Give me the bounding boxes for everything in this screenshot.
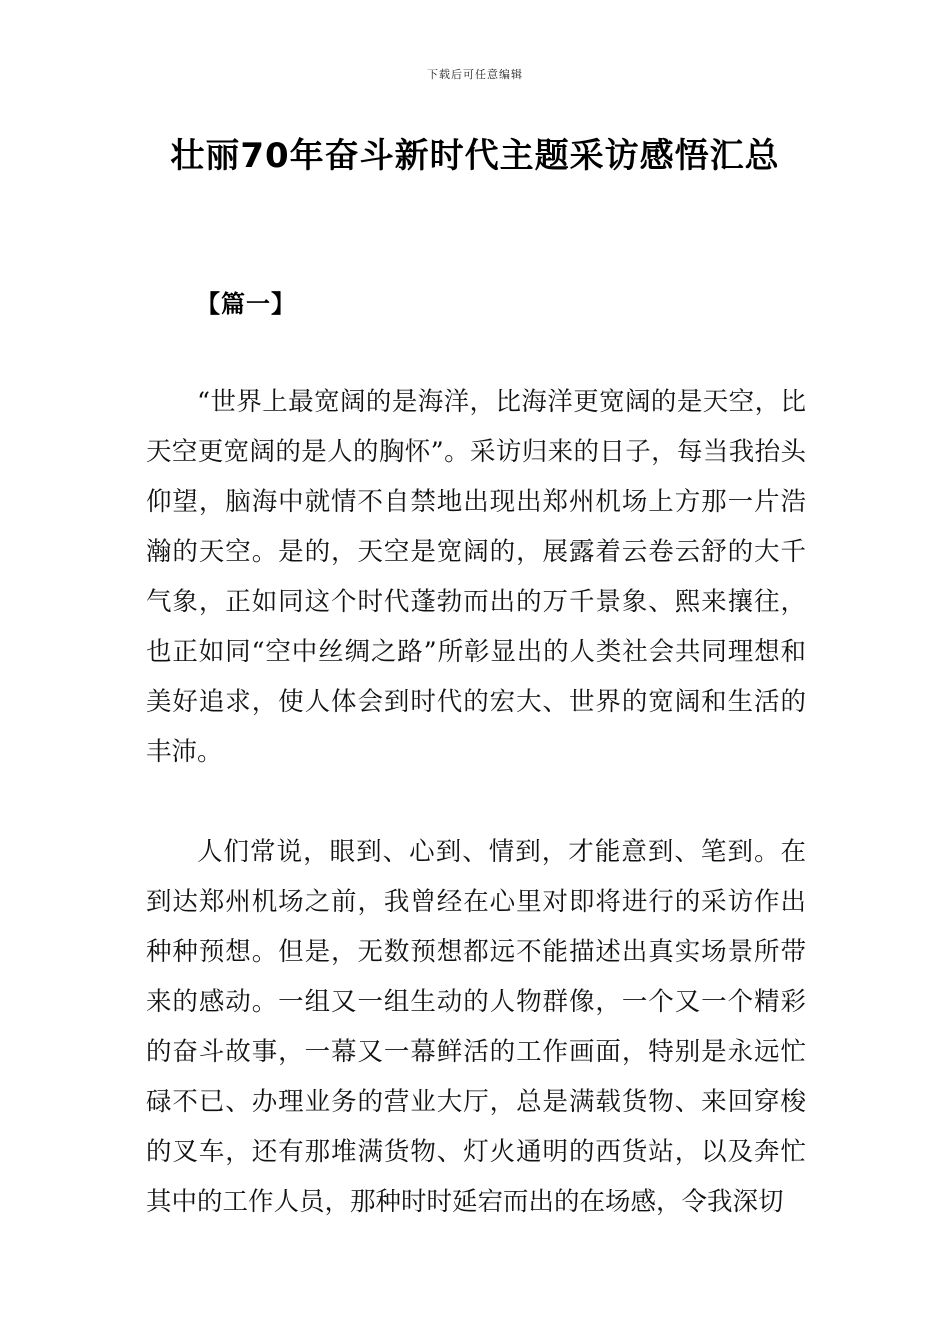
paragraph: 人们常说，眼到、心到、情到，才能意到、笔到。在到达郑州机场之前，我曾经在心里对即将进行的采访作出种种预想。但是，无数预想都远不能描述出真实场景所带来的感动。一组又一组生动的人物群像，一个又一个精彩的奋斗故事，一幕又一幕鲜活的工作画面，特别是永远忙碌不已、办理业务的营业大厅，总是满载货物、来回穿梭的叉车，还有那堆满货物、灯火通明的西货站，以及奔忙其中的工作人员，那种时时延宕而出的在场感，令我深切: [146, 837, 806, 1217]
paragraph: “世界上最宽阔的是海洋，比海洋更宽阔的是天空，比天空更宽阔的是人的胸怀”。采访归来的日子，每当我抬头仰望，脑海中就情不自禁地出现出郑州机场上方那一片浩瀚的天空。是的，天空是宽阔的，展露着云卷云舒的大千气象，正如同这个时代蓬勃而出的万千景象、熙来攘往，也正如同“空中丝绸之路”所彰显出的人类社会共同理想和美好追求，使人体会到时代的宏大、世界的宽阔和生活的丰沛。: [146, 387, 806, 767]
section-label: 【篇一】: [196, 289, 296, 318]
document-title: 壮丽70年奋斗新时代主题采访感悟汇总: [170, 136, 780, 176]
header-note: 下载后可任意编辑: [427, 68, 523, 81]
